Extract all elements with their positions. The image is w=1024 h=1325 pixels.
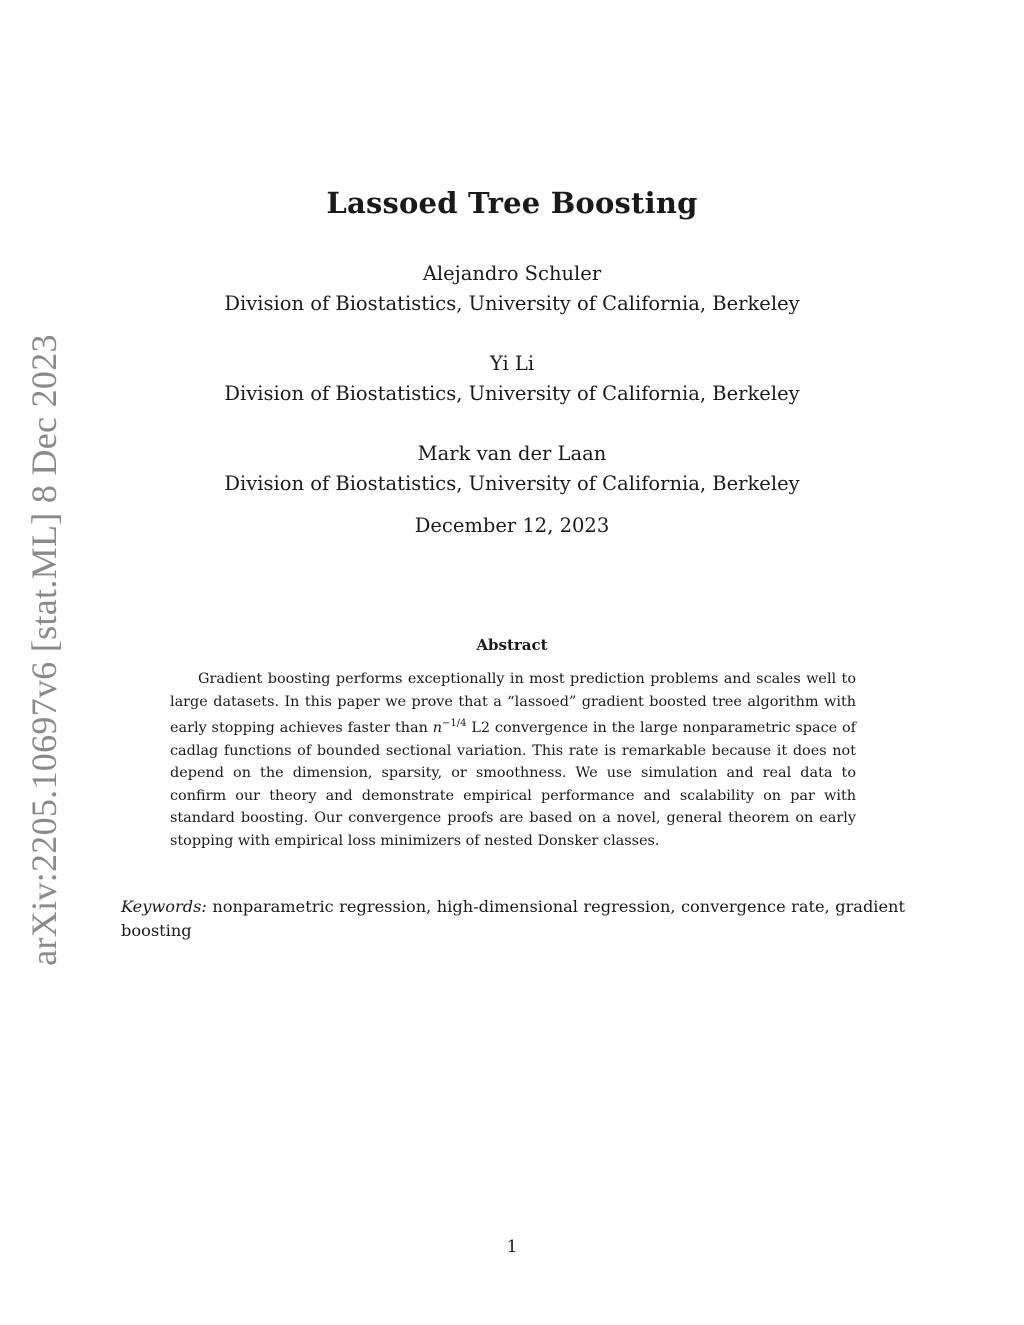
author-name: Alejandro Schuler — [422, 262, 602, 285]
keywords — [121, 895, 905, 943]
paper-title: Lassoed Tree Boosting — [326, 186, 698, 220]
keywords-text: nonparametric regression, high-dimensional regression, convergence rate, gradient boosting — [121, 897, 905, 940]
arxiv-identifier-text: arXiv:2205.10697v6 [stat.ML] 8 Dec 2023 — [24, 334, 64, 966]
author-affiliation: Division of Biostatistics, University of California, Berkeley — [224, 472, 800, 495]
abstract-heading: Abstract — [476, 636, 548, 654]
author-name: Yi Li — [489, 352, 535, 375]
page-number: 1 — [506, 1237, 518, 1257]
author-block-3 — [0, 439, 1024, 499]
math-exponent: −1/4 — [442, 718, 467, 730]
abstract-text-part-1: Gradient boosting performs exceptionally in most prediction problems and scales well to large datasets. In this paper we prove that a “lassoed” gradient boosted tree algorithm with early stopping achieves faster than — [170, 671, 856, 736]
author-block-2 — [0, 349, 1024, 409]
keywords-label: Keywords: — [121, 897, 207, 916]
author-affiliation: Division of Biostatistics, University of California, Berkeley — [224, 382, 800, 405]
author-affiliation: Division of Biostatistics, University of California, Berkeley — [224, 292, 800, 315]
math-expression — [433, 720, 467, 736]
author-block-1 — [0, 259, 1024, 319]
math-base: n — [432, 719, 443, 736]
publication-date: December 12, 2023 — [414, 514, 610, 537]
abstract-body — [170, 668, 856, 853]
abstract-text-part-2: L2 convergence in the large nonparametric space of cadlag functions of bounded sectional variation. This rate is remarkable because it does not depend on the dimension, sparsity, or smoothness. We use simulation and real data to confirm our theory and demonstrate empirical performance and scalability on par with standard boosting. Our convergence proofs are based on a novel, general theorem on early stopping with empirical loss minimizers of nested Donsker classes. — [170, 719, 857, 849]
author-name: Mark van der Laan — [417, 442, 607, 465]
